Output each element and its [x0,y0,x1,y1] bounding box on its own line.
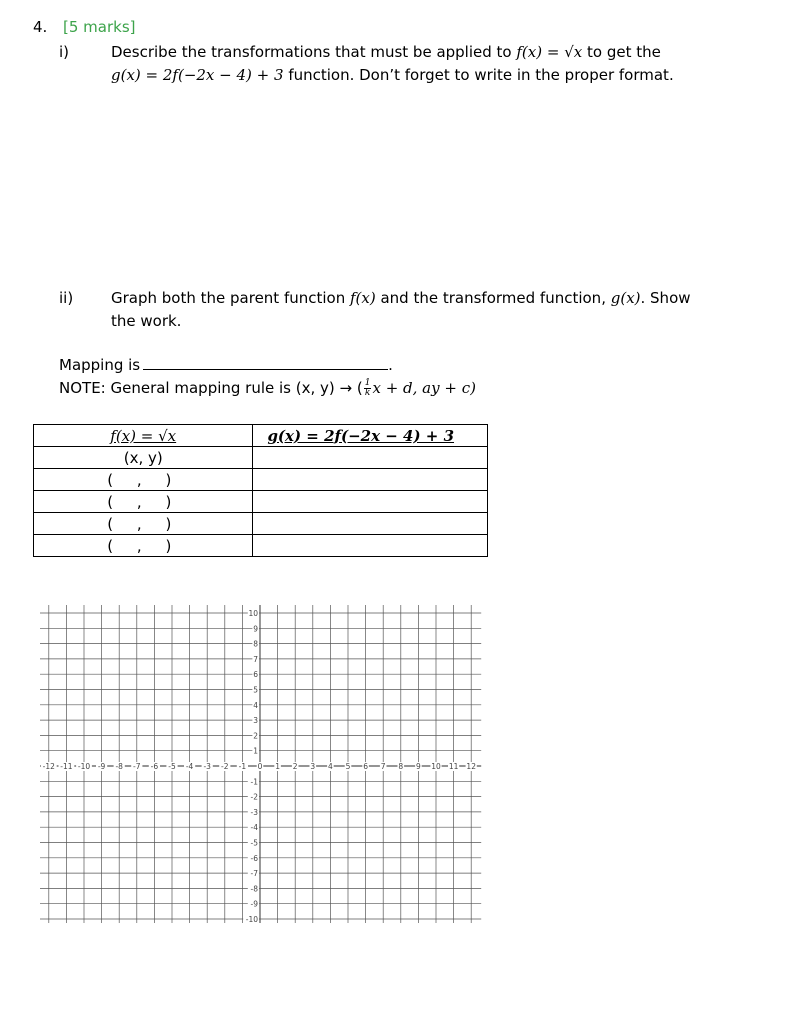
part-i-text: Describe the transformations that must be applied to [111,43,517,61]
x-tick-label: -6 [150,762,159,771]
x-tick-label: 0 [257,762,263,771]
transformed-function-formula: g(x) = 2f(−2x − 4) + 3 [111,66,284,84]
table-cell-empty[interactable] [253,535,488,557]
x-tick-label: -10 [77,762,91,771]
y-tick-label: 7 [253,654,258,664]
x-tick-label: 12 [466,762,476,771]
x-tick-label: -4 [185,762,194,771]
note-text: NOTE: General mapping rule is (x, y) → ( [59,379,363,397]
x-tick-label: -12 [42,762,55,771]
coordinate-grid-svg[interactable] [40,603,485,923]
y-tick-label: 4 [253,700,258,710]
y-tick-label: -10 [245,915,258,923]
part-i-label: i) [59,43,70,61]
part-ii-text: Graph both the parent function [111,289,350,307]
part-ii-line2: the work. [111,312,182,330]
question-number: 4. [33,18,48,36]
y-tick-label: -5 [250,838,258,848]
table-header-parent: f(x) = √x [34,425,253,447]
y-tick-label: -6 [250,853,258,863]
x-tick-label: 1 [275,762,280,771]
y-tick-label: 6 [253,670,258,680]
mapping-period: . [388,356,393,374]
part-ii-text-mid: and the transformed function, [375,289,611,307]
mapping-table [33,424,488,557]
table-cell-empty[interactable] [253,447,488,469]
table-subheader-xy: (x, y) [34,447,253,469]
parent-function-name: f(x) [350,289,376,307]
y-tick-label: 9 [253,624,258,634]
x-tick-label: -8 [115,762,123,771]
y-tick-label: 5 [253,685,258,695]
y-tick-label: 1 [253,746,258,756]
x-tick-label: 9 [416,762,421,771]
table-cell-empty[interactable] [253,513,488,535]
mapping-line [59,355,393,375]
part-ii-label: ii) [59,289,74,307]
x-tick-label: 6 [363,762,368,771]
x-tick-label: 10 [431,762,441,771]
table-row[interactable]: ( , ) [34,469,253,491]
transformed-function-name: g(x) [610,289,641,307]
part-i-line2-text: function. Don’t forget to write in the proper format. [283,66,674,84]
part-ii-line1 [111,288,691,308]
fraction-one-over-k: $\frac{1}{k}$ [364,378,371,398]
part-ii-text-end: . Show [640,289,691,307]
x-tick-label: 5 [345,762,351,771]
y-tick-label: 10 [248,609,258,618]
y-tick-label: -8 [250,884,258,894]
y-tick-label: -9 [250,899,258,909]
x-tick-label: -11 [60,762,73,771]
x-tick-label: 3 [310,762,316,771]
x-tick-label: 7 [380,762,386,771]
x-tick-label: -1 [238,762,247,771]
y-tick-label: -3 [250,807,258,817]
x-tick-label: -2 [221,762,229,771]
x-tick-label: 11 [448,762,459,771]
note-formula: x + d, ay + c) [372,379,476,397]
x-tick-label: 2 [292,762,298,771]
table-cell-empty[interactable] [253,469,488,491]
y-tick-label: -4 [250,823,258,833]
y-tick-label: 2 [253,731,258,741]
table-cell-empty[interactable] [253,491,488,513]
marks-label: [5 marks] [63,18,136,36]
part-i-line1 [111,42,661,62]
x-tick-label: 8 [398,762,404,771]
coordinate-grid[interactable] [40,603,485,923]
y-tick-label: 3 [253,716,258,726]
x-tick-label: 4 [328,762,333,771]
table-row[interactable]: ( , ) [34,535,253,557]
parent-function-formula: f(x) = √x [516,43,583,61]
x-tick-label: -9 [97,762,106,771]
mapping-note [59,378,476,398]
y-tick-label: -7 [250,869,258,879]
table-row[interactable]: ( , ) [34,513,253,535]
y-tick-label: -2 [250,792,258,802]
mapping-answer-blank[interactable] [143,355,388,370]
x-tick-label: -5 [168,762,176,771]
table-header-transformed: g(x) = 2f(−2x − 4) + 3 [253,425,488,447]
part-i-text-end: to get the [582,43,661,61]
table-row[interactable]: ( , ) [34,491,253,513]
x-tick-label: -7 [133,762,141,771]
y-tick-label: 8 [253,639,258,649]
y-tick-label: -1 [250,777,258,787]
mapping-label: Mapping is [59,356,141,374]
x-tick-label: -3 [203,762,211,771]
part-i-line2 [111,65,674,85]
